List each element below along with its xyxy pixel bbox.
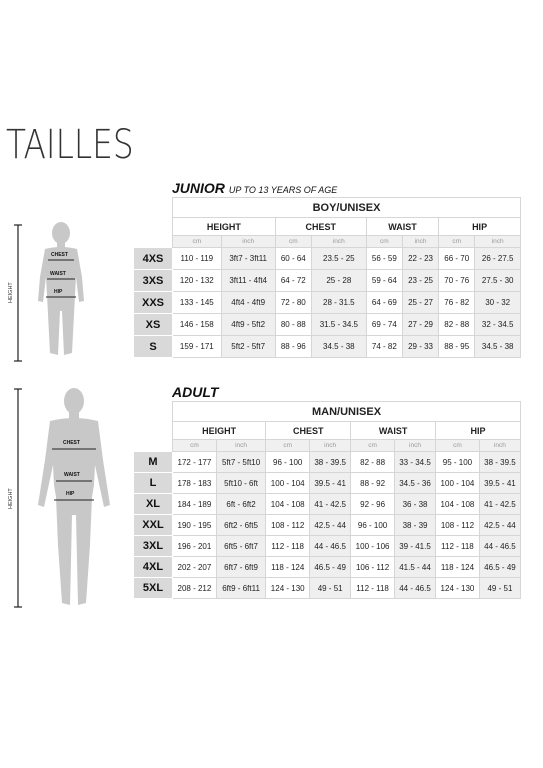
cm-value-cell: 70 - 76 [439,270,475,292]
cm-value-cell: 64 - 69 [366,292,402,314]
junior-size-table [133,197,521,358]
inch-value-cell: 5ft10 - 6ft [216,473,265,494]
size-label: XXL [134,515,173,536]
adult-col-hip: HIP [436,422,521,440]
cm-value-cell: 133 - 145 [173,292,222,314]
cm-value-cell: 69 - 74 [366,314,402,336]
inch-value-cell: 38 - 39 [395,515,436,536]
size-label: 4XS [134,248,173,270]
inch-value-cell: 25 - 28 [311,270,366,292]
cm-value-cell: 82 - 88 [351,452,395,473]
cm-value-cell: 92 - 96 [351,494,395,515]
inch-value-cell: 26 - 27.5 [475,248,521,270]
junior-col-waist: WAIST [366,218,438,236]
adult-figure [0,385,125,613]
cm-value-cell: 106 - 112 [351,557,395,578]
junior-waist-label: WAIST [50,271,66,277]
unit-cm: cm [351,440,395,452]
cm-value-cell: 112 - 118 [436,536,480,557]
inch-value-cell: 5ft2 - 5ft7 [221,336,275,358]
cm-value-cell: 124 - 130 [266,578,310,599]
unit-inch: inch [310,440,351,452]
cm-value-cell: 110 - 119 [173,248,222,270]
cm-value-cell: 96 - 100 [266,452,310,473]
inch-value-cell: 4ft9 - 5ft2 [221,314,275,336]
inch-value-cell: 32 - 34.5 [475,314,521,336]
cm-value-cell: 60 - 64 [275,248,311,270]
unit-inch: inch [311,236,366,248]
cm-value-cell: 96 - 100 [351,515,395,536]
inch-value-cell: 41 - 42.5 [310,494,351,515]
unit-inch: inch [479,440,520,452]
size-label: 5XL [134,578,173,599]
inch-value-cell: 44 - 46.5 [310,536,351,557]
cm-value-cell: 112 - 118 [266,536,310,557]
cm-value-cell: 172 - 177 [173,452,217,473]
cm-value-cell: 74 - 82 [366,336,402,358]
cm-value-cell: 100 - 104 [436,473,480,494]
size-label: L [134,473,173,494]
inch-value-cell: 49 - 51 [479,578,520,599]
size-label: 4XL [134,557,173,578]
adult-chest-label: CHEST [63,440,80,446]
unit-cm: cm [436,440,480,452]
adult-title: ADULT [172,384,219,400]
unit-cm: cm [173,236,222,248]
table-row [134,314,521,336]
unit-inch: inch [402,236,438,248]
inch-value-cell: 49 - 51 [310,578,351,599]
inch-value-cell: 6ft5 - 6ft7 [216,536,265,557]
cm-value-cell: 184 - 189 [173,494,217,515]
adult-unit-row [134,440,521,452]
inch-value-cell: 42.5 - 44 [479,515,520,536]
adult-col-waist: WAIST [351,422,436,440]
inch-value-cell: 34.5 - 38 [311,336,366,358]
table-row [134,452,521,473]
cm-value-cell: 80 - 88 [275,314,311,336]
adult-height-label: HEIGHT [8,488,14,509]
inch-value-cell: 31.5 - 34.5 [311,314,366,336]
unit-cm: cm [275,236,311,248]
unit-inch: inch [216,440,265,452]
cm-value-cell: 95 - 100 [436,452,480,473]
inch-value-cell: 29 - 33 [402,336,438,358]
cm-value-cell: 72 - 80 [275,292,311,314]
adult-size-table [133,401,521,599]
inch-value-cell: 34.5 - 36 [395,473,436,494]
inch-value-cell: 23.5 - 25 [311,248,366,270]
adult-col-height: HEIGHT [173,422,266,440]
junior-col-chest: CHEST [275,218,366,236]
table-row [134,473,521,494]
cm-value-cell: 146 - 158 [173,314,222,336]
adult-heading [172,384,218,400]
table-row [134,248,521,270]
unit-cm: cm [266,440,310,452]
table-row [134,536,521,557]
junior-col-hip: HIP [439,218,521,236]
inch-value-cell: 36 - 38 [395,494,436,515]
cm-value-cell: 108 - 112 [436,515,480,536]
table-row [134,557,521,578]
inch-value-cell: 39.5 - 41 [310,473,351,494]
junior-group-header: BOY/UNISEX [173,198,521,218]
inch-value-cell: 39 - 41.5 [395,536,436,557]
inch-value-cell: 3ft11 - 4ft4 [221,270,275,292]
inch-value-cell: 33 - 34.5 [395,452,436,473]
cm-value-cell: 208 - 212 [173,578,217,599]
cm-value-cell: 159 - 171 [173,336,222,358]
cm-value-cell: 64 - 72 [275,270,311,292]
size-label: XL [134,494,173,515]
junior-hip-label: HIP [54,289,63,295]
inch-value-cell: 44 - 46.5 [395,578,436,599]
inch-value-cell: 38 - 39.5 [479,452,520,473]
unit-inch: inch [475,236,521,248]
adult-col-chest: CHEST [266,422,351,440]
junior-height-label: HEIGHT [8,282,14,303]
junior-col-height: HEIGHT [173,218,276,236]
adult-group-header: MAN/UNISEX [173,402,521,422]
inch-value-cell: 46.5 - 49 [310,557,351,578]
inch-value-cell: 27.5 - 30 [475,270,521,292]
junior-heading [172,180,337,196]
inch-value-cell: 4ft4 - 4ft9 [221,292,275,314]
table-row [134,270,521,292]
adult-hip-label: HIP [66,491,75,497]
cm-value-cell: 100 - 106 [351,536,395,557]
unit-inch: inch [395,440,436,452]
cm-value-cell: 196 - 201 [173,536,217,557]
cm-value-cell: 108 - 112 [266,515,310,536]
junior-figure [0,215,120,365]
inch-value-cell: 6ft - 6ft2 [216,494,265,515]
cm-value-cell: 82 - 88 [439,314,475,336]
inch-value-cell: 34.5 - 38 [475,336,521,358]
inch-value-cell: 6ft7 - 6ft9 [216,557,265,578]
size-label: S [134,336,173,358]
size-label: M [134,452,173,473]
inch-value-cell: 28 - 31.5 [311,292,366,314]
table-row [134,292,521,314]
inch-value-cell: 39.5 - 41 [479,473,520,494]
cm-value-cell: 104 - 108 [266,494,310,515]
cm-value-cell: 202 - 207 [173,557,217,578]
cm-value-cell: 66 - 70 [439,248,475,270]
unit-cm: cm [366,236,402,248]
inch-value-cell: 30 - 32 [475,292,521,314]
junior-subtitle: UP TO 13 YEARS OF AGE [228,185,338,195]
unit-inch: inch [221,236,275,248]
inch-value-cell: 44 - 46.5 [479,536,520,557]
cm-value-cell: 88 - 92 [351,473,395,494]
cm-value-cell: 104 - 108 [436,494,480,515]
size-label: XS [134,314,173,336]
cm-value-cell: 118 - 124 [436,557,480,578]
page-title: TAILLES [6,122,134,168]
inch-value-cell: 27 - 29 [402,314,438,336]
cm-value-cell: 59 - 64 [366,270,402,292]
inch-value-cell: 46.5 - 49 [479,557,520,578]
table-row [134,515,521,536]
inch-value-cell: 25 - 27 [402,292,438,314]
table-row [134,494,521,515]
cm-value-cell: 88 - 95 [439,336,475,358]
cm-value-cell: 88 - 96 [275,336,311,358]
cm-value-cell: 124 - 130 [436,578,480,599]
inch-value-cell: 3ft7 - 3ft11 [221,248,275,270]
adult-silhouette-icon [0,385,125,613]
table-row [134,578,521,599]
inch-value-cell: 5ft7 - 5ft10 [216,452,265,473]
cm-value-cell: 100 - 104 [266,473,310,494]
inch-value-cell: 22 - 23 [402,248,438,270]
junior-unit-row [134,236,521,248]
unit-cm: cm [173,440,217,452]
cm-value-cell: 112 - 118 [351,578,395,599]
inch-value-cell: 6ft2 - 6ft5 [216,515,265,536]
cm-value-cell: 178 - 183 [173,473,217,494]
inch-value-cell: 38 - 39.5 [310,452,351,473]
inch-value-cell: 41.5 - 44 [395,557,436,578]
size-label: XXS [134,292,173,314]
junior-title: JUNIOR [172,180,225,196]
size-label: 3XS [134,270,173,292]
junior-chest-label: CHEST [51,252,68,258]
table-row [134,336,521,358]
size-label: 3XL [134,536,173,557]
inch-value-cell: 23 - 25 [402,270,438,292]
cm-value-cell: 118 - 124 [266,557,310,578]
inch-value-cell: 42.5 - 44 [310,515,351,536]
inch-value-cell: 41 - 42.5 [479,494,520,515]
cm-value-cell: 56 - 59 [366,248,402,270]
adult-waist-label: WAIST [64,472,80,478]
cm-value-cell: 76 - 82 [439,292,475,314]
cm-value-cell: 190 - 195 [173,515,217,536]
unit-cm: cm [439,236,475,248]
cm-value-cell: 120 - 132 [173,270,222,292]
inch-value-cell: 6ft9 - 6ft11 [216,578,265,599]
